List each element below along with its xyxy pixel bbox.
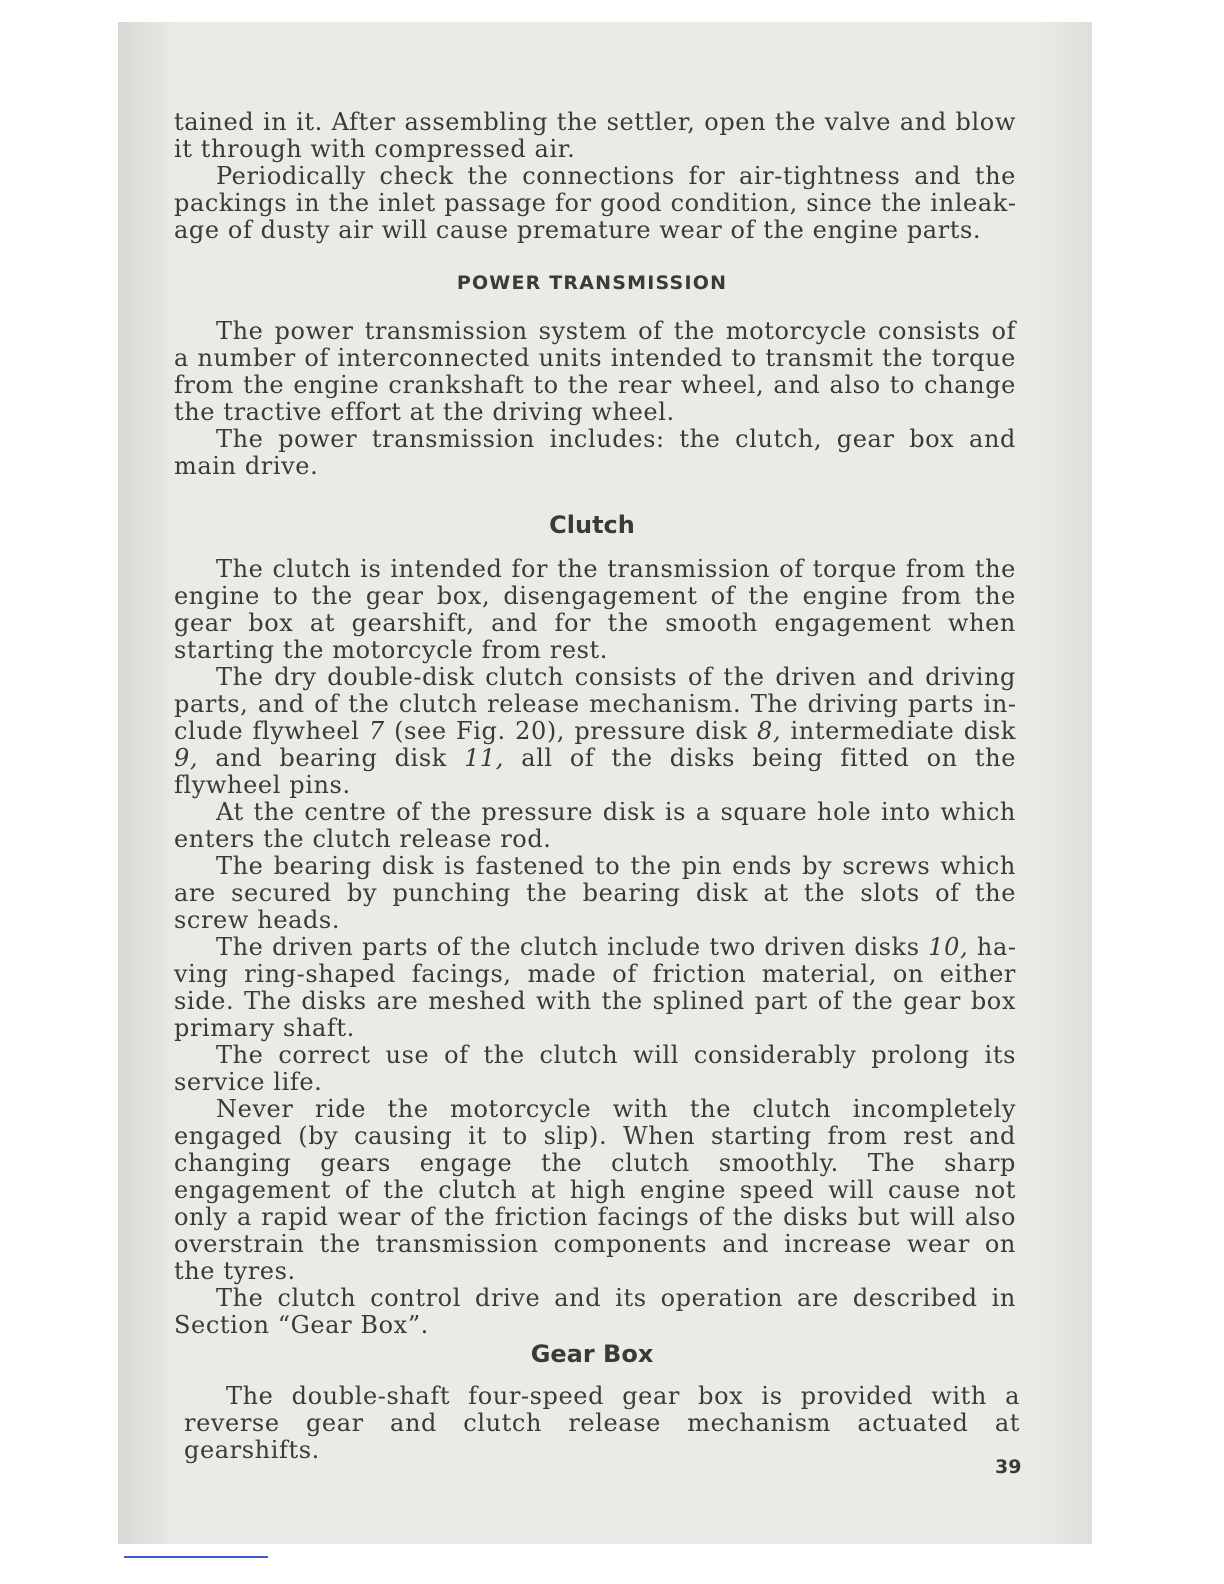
- scan-edge-line: [124, 1556, 268, 1558]
- paragraph: The dry double-disk clutch consists of the driven and driving parts, and of the clutch release mechanism. The driving parts include flywheel 7 (see Fig. 20), pressure disk 8, intermediate disk 9, and bearing disk 11, all of the disks being fitted on the flywheel pins.: [174, 663, 1016, 799]
- paragraph: The driven parts of the clutch include two driven disks 10, having ring-shaped facings, made of friction material, on either side. The disks are meshed with the splined part of the gear box primary shaft.: [174, 933, 1016, 1042]
- paragraph: tained in it. After assembling the settler, open the valve and blow it through with compressed air.: [174, 108, 1016, 163]
- power-transmission-text: [174, 318, 1016, 480]
- figure-reference: 9,: [174, 744, 199, 772]
- figure-reference: 10,: [928, 933, 969, 961]
- paragraph: The bearing disk is fastened to the pin ends by screws which are secured by punching the bearing disk at the slots of the screw heads.: [174, 852, 1016, 934]
- gear-box-text: [184, 1383, 1020, 1464]
- paragraph: At the centre of the pressure disk is a square hole into which enters the clutch release rod.: [174, 798, 1016, 853]
- section-heading-clutch: Clutch: [549, 511, 635, 539]
- paragraph: The clutch control drive and its operation are described in Section “Gear Box”.: [174, 1284, 1016, 1339]
- figure-reference: 11,: [464, 744, 505, 772]
- page-number: 39: [995, 1456, 1022, 1478]
- section-heading-gear-box: Gear Box: [530, 1340, 654, 1368]
- paragraph: The clutch is intended for the transmission of torque from the engine to the gear box, disengagement of the engine from the gear box at gearshift, and for the smooth engagement when starting the motorcycle from rest.: [174, 555, 1016, 664]
- paragraph: Never ride the motorcycle with the clutch incompletely engaged (by causing it to slip). When starting from rest and changing gears engage the clutch smoothly. The sharp engagement of the clutch at high engine speed will cause not only a rapid wear of the friction facings of the disks but will also overstrain the transmission components and increase wear on the tyres.: [174, 1095, 1016, 1285]
- clutch-text: [174, 556, 1016, 1339]
- paragraph: The power transmission includes: the clutch, gear box and main drive.: [174, 425, 1016, 480]
- section-heading-power-transmission: POWER TRANSMISSION: [456, 272, 728, 294]
- paragraph: Periodically check the connections for air-tightness and the packings in the inlet passage for good condition, since the inleakage of dusty air will cause premature wear of the engine parts.: [174, 162, 1016, 244]
- paragraph: The double-shaft four-speed gear box is provided with a reverse gear and clutch release mechanism actuated at gearshifts.: [184, 1382, 1020, 1464]
- paragraph: The correct use of the clutch will considerably prolong its service life.: [174, 1041, 1016, 1096]
- figure-reference: 7: [368, 717, 385, 745]
- paragraph: The power transmission system of the motorcycle consists of a number of interconnected units intended to transmit the torque from the engine crankshaft to the rear wheel, and also to change the tractive effort at the driving wheel.: [174, 317, 1016, 426]
- figure-reference: 8,: [757, 717, 782, 745]
- intro-text: [174, 109, 1016, 244]
